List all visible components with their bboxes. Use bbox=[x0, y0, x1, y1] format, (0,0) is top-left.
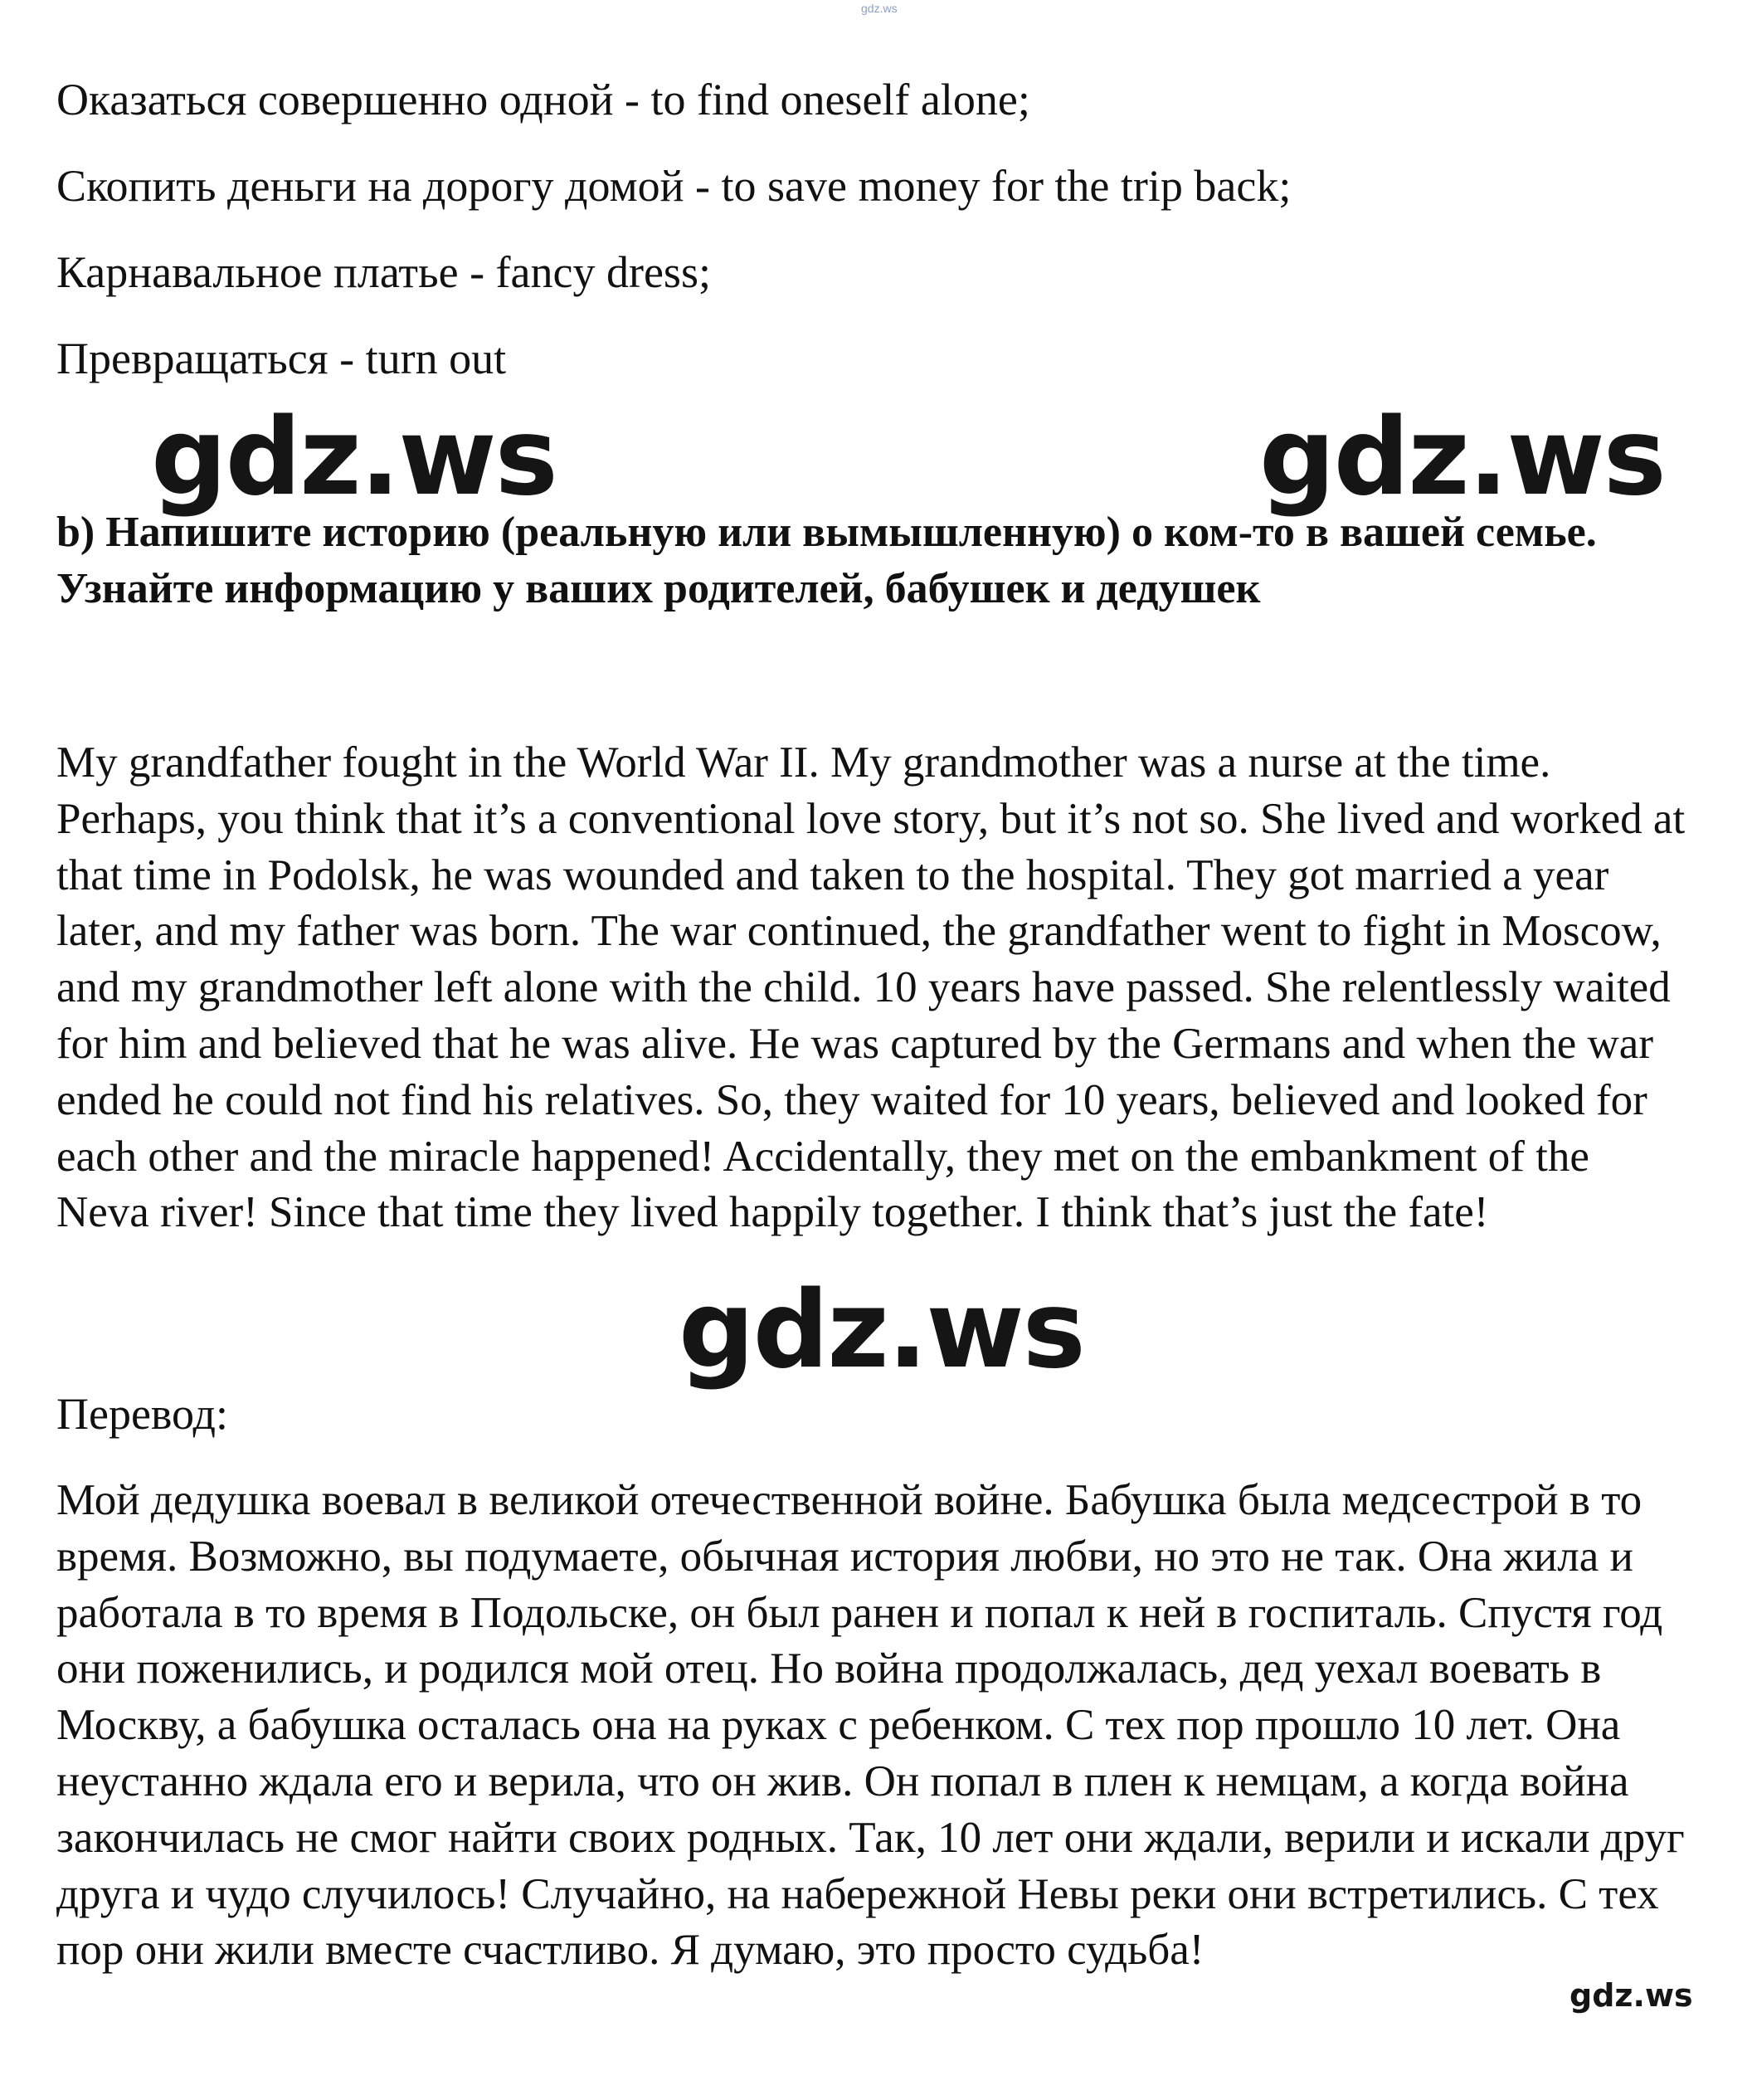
vocab-line-1: Оказаться совершенно одной - to find oneself alone; bbox=[56, 75, 1030, 124]
task-heading: b) Напишите историю (реальную или вымышленную) о ком-то в вашей семье. Узнайте информацию у ваших родителей, бабушек и дедушек bbox=[56, 509, 1597, 612]
vocab-line-4: Превращаться - turn out bbox=[56, 334, 507, 383]
story-english: My grandfather fought in the World War II. My grandmother was a nurse at the time. Perhaps, you think that it’s a conventional love story, but it’s not so. She lived and worked at that time in Podolsk, he was wounded and taken to the hospital. They got married a year later, and my father was born. The war continued, the grandfather went to fight in Moscow, and my grandmother left alone with the child. 10 years have passed. She relentlessly waited for him and believed that he was alive. He was captured by the Germans and when the war ended he could not find his relatives. So, they waited for 10 years, believed and looked for each other and the miracle happened! Accidentally, they met on the embankment of the Neva river! Since that time they lived happily together. I think that’s just the fate! bbox=[56, 738, 1686, 1237]
vocab-line-3: Карнавальное платье - fancy dress; bbox=[56, 247, 711, 297]
watermark-left: gdz.ws bbox=[151, 396, 557, 519]
watermark-center: gdz.ws bbox=[679, 1269, 1084, 1392]
story-russian: Мой дедушка воевал в великой отечественной войне. Бабушка была медсестрой в то время. Возможно, вы подумаете, обычная история любви, но это не так. Она жила и работала в то время в Подольске, он был ранен и попал к ней в госпиталь. Спустя год они поженились, и родился мой отец. Но война продолжалась, дед уехал воевать в Москву, а бабушка осталась она на руках с ребенком. С тех пор прошло 10 лет. Она неустанно ждала его и верила, что он жив. Он попал в плен к немцам, а когда война закончилась не смог найти своих родных. Так, 10 лет они ждали, верили и искали друг друга и чудо случилось! Случайно, на набережной Невы реки они встретились. С тех пор они жили вместе счастливо. Я думаю, это просто судьба! bbox=[56, 1476, 1685, 1975]
watermark-right: gdz.ws bbox=[1259, 396, 1665, 519]
translation-label: Перевод: bbox=[56, 1389, 228, 1439]
vocab-line-2: Скопить деньги на дорогу домой - to save money for the trip back; bbox=[56, 161, 1292, 211]
watermark-corner: gdz.ws bbox=[1570, 1977, 1693, 2014]
site-mark: gdz.ws bbox=[861, 2, 898, 15]
